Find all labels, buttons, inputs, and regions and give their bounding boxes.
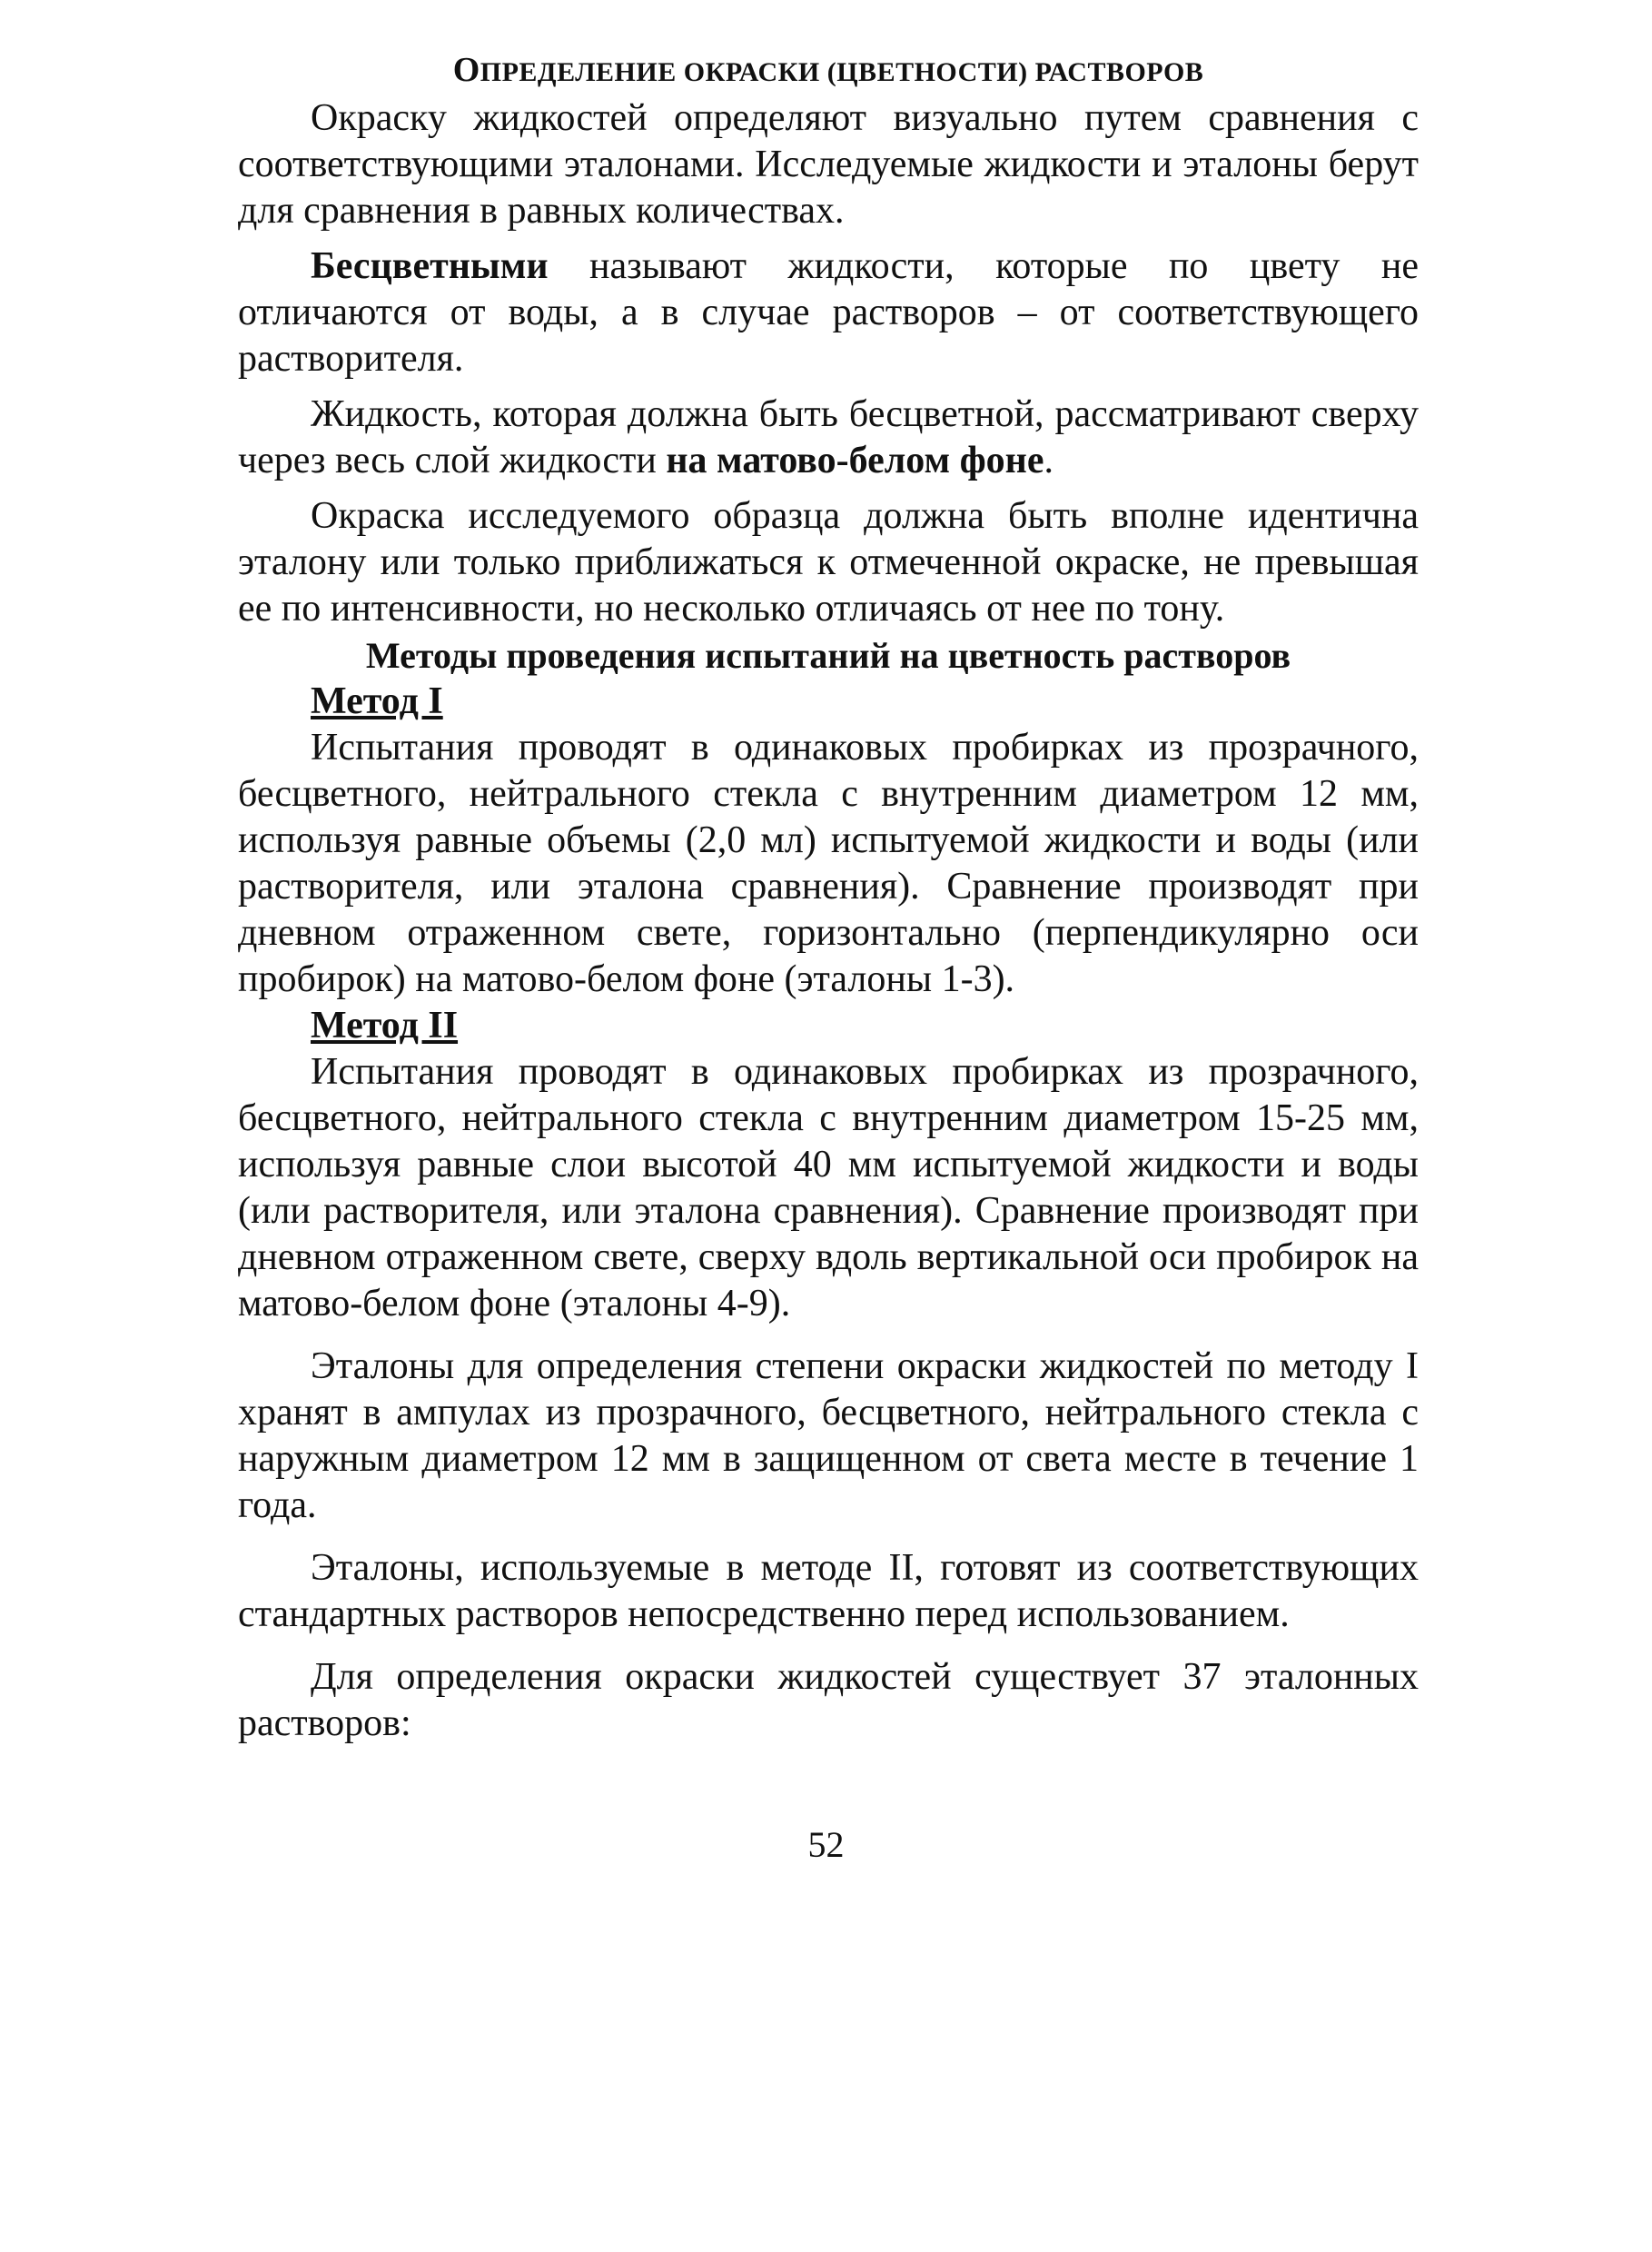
paragraph-2 bbox=[238, 243, 1419, 382]
term-colorless: Бесцветными bbox=[311, 245, 549, 287]
method-1-text: Испытания проводят в одинаковых пробирках из прозрачного, бесцветного, нейтрального стекла с внутренним диаметром 12 мм, используя равные объемы (2,0 мл) испытуемой жидкости и воды (или растворителя, или эталона сравнения). Сравнение производят при дневном отраженном свете, горизонтально (перпендикулярно оси пробирок) на матово-белом фоне (эталоны 1-3). bbox=[238, 727, 1419, 1000]
methods-heading: Методы проведения испытаний на цветность растворов bbox=[365, 635, 1291, 676]
page-body bbox=[238, 47, 1419, 1747]
method-1-label: Метод I bbox=[311, 680, 443, 722]
paragraph-3-start: Жидкость, которая должна быть бесцветной, рассматривают сверху через весь слой жидкости bbox=[238, 393, 1419, 481]
page-title bbox=[238, 47, 1419, 95]
paragraph-3-bold: на матово-белом фоне bbox=[666, 440, 1044, 481]
method-2-label: Метод II bbox=[311, 1005, 459, 1047]
paragraph-1: Окраску жидкостей определяют визуально путем сравнения с соответствующими эталонами. Исследуемые жидкости и эталоны берут для сравнения в равных количествах. bbox=[238, 97, 1419, 232]
paragraph-7: Для определения окраски жидкостей существует 37 эталонных растворов: bbox=[238, 1656, 1419, 1744]
paragraph-6: Эталоны, используемые в методе II, готовят из соответствующих стандартных растворов непосредственно перед использованием. bbox=[238, 1547, 1419, 1635]
paragraph-4: Окраска исследуемого образца должна быть вполне идентична эталону или только приближаться к отмеченной окраске, не превышая ее по интенсивности, но несколько отличаясь от нее по тону. bbox=[238, 495, 1419, 630]
title-initial: О bbox=[452, 51, 480, 89]
paragraph-2-text: называют жидкости, которые по цвету не отличаются от воды, а в случае растворов – от соответствующего растворителя. bbox=[238, 245, 1419, 380]
paragraph-3-end: . bbox=[1044, 440, 1054, 481]
method-2-text: Испытания проводят в одинаковых пробирках из прозрачного, бесцветного, нейтрального стекла с внутренним диаметром 15-25 мм, используя равные слои высотой 40 мм испытуемой жидкости и воды (или растворителя, или эталона сравнения). Сравнение производят при дневном отраженном свете, сверху вдоль вертикальной оси пробирок на матово-белом фоне (эталоны 4-9). bbox=[238, 1051, 1419, 1324]
title-rest: ПРЕДЕЛЕНИЕ ОКРАСКИ (ЦВЕТНОСТИ) РАСТВОРОВ bbox=[480, 57, 1204, 87]
paragraph-5: Эталоны для определения степени окраски жидкостей по методу I хранят в ампулах из прозрачного, бесцветного, нейтрального стекла с наружным диаметром 12 мм в защищенном от света месте в течение 1 года. bbox=[238, 1345, 1419, 1526]
page-number: 52 bbox=[807, 1824, 845, 1865]
paragraph-3 bbox=[238, 392, 1419, 484]
